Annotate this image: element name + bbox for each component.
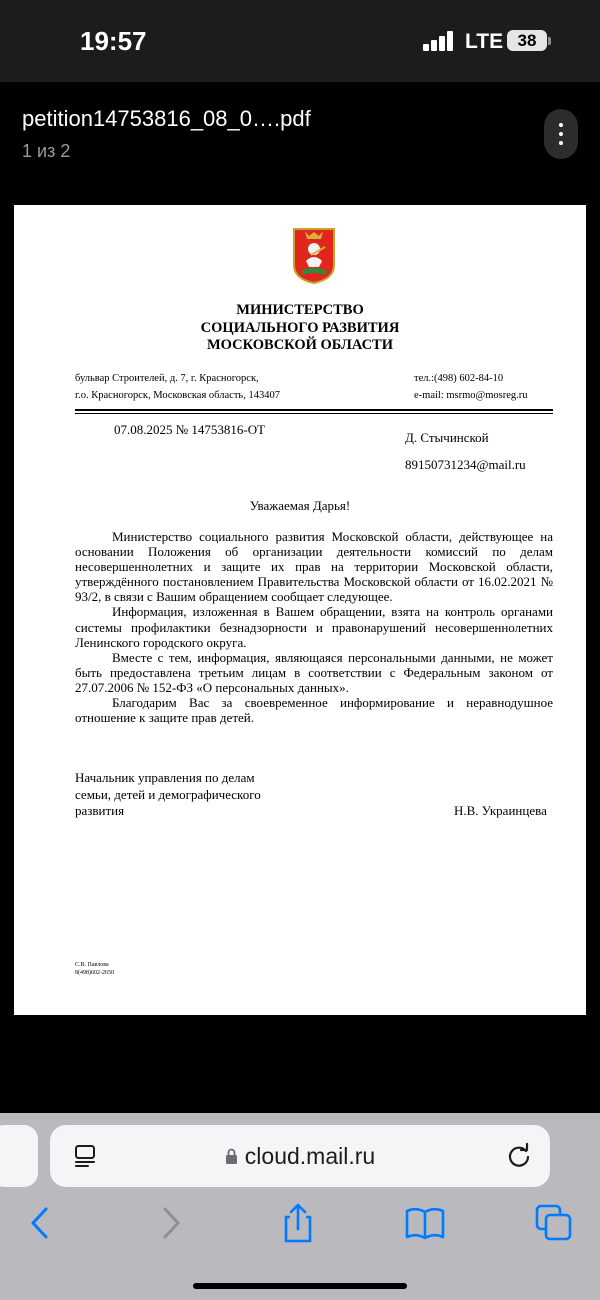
paragraph: Благодарим Вас за своевременное информирование и неравнодушное отношение к защите прав детей. xyxy=(75,695,553,726)
divider xyxy=(75,409,553,411)
signatory-position xyxy=(75,770,261,820)
paragraph: Информация, изложенная в Вашем обращении, взята на контроль органами системы профилактики безнадзорности и правонарушений несовершеннолетних Ленинского городского округа. xyxy=(75,604,553,650)
previous-tab-preview[interactable] xyxy=(0,1125,38,1187)
url-text: cloud.mail.ru xyxy=(244,1143,376,1169)
share-icon[interactable] xyxy=(276,1201,320,1245)
document-reference: 07.08.2025 № 14753816-ОТ xyxy=(114,422,266,437)
address-line: бульвар Строителей, д. 7, г. Красногорск, xyxy=(75,373,259,384)
battery-icon: 38 xyxy=(507,30,547,51)
email-text: e-mail: msrmo@mosreg.ru xyxy=(414,390,528,401)
forward-icon[interactable] xyxy=(148,1201,192,1245)
more-vertical-icon xyxy=(559,123,563,127)
file-title: petition14753816_08_0….pdf xyxy=(22,106,311,131)
divider xyxy=(75,413,553,414)
phone-text: тел.:(498) 602-84-10 xyxy=(414,373,504,384)
position-line: развития xyxy=(75,803,125,818)
ministry-line: МОСКОВСКОЙ ОБЛАСТИ xyxy=(206,337,393,353)
page-counter: 1 из 2 xyxy=(22,141,71,161)
paragraph: Вместе с тем, информация, являющаяся персональными данными, не может быть предоставлена третьим лицам в соответствии с Федеральным законом от 27.07.2006 № 152-ФЗ «О персональных данных». xyxy=(75,649,553,695)
recipient-name: Д. Стычинской xyxy=(405,430,489,445)
executor-name: С.В. Павлова xyxy=(75,962,109,968)
url-display[interactable] xyxy=(50,1125,550,1187)
browser-bar xyxy=(0,1113,600,1300)
letter-body xyxy=(75,529,553,725)
back-icon[interactable] xyxy=(18,1201,62,1245)
coat-of-arms-icon xyxy=(291,227,337,285)
tabs-icon[interactable] xyxy=(532,1201,576,1245)
reload-icon[interactable] xyxy=(505,1142,533,1170)
more-vertical-icon-dot xyxy=(559,141,563,145)
document-page xyxy=(14,205,586,1015)
status-time: 19:57 xyxy=(80,26,147,56)
bookmarks-icon[interactable] xyxy=(403,1201,447,1245)
more-vertical-icon-dot xyxy=(559,132,563,136)
home-indicator xyxy=(193,1283,407,1289)
network-type: LTE xyxy=(465,30,504,53)
ministry-line: СОЦИАЛЬНОГО РАЗВИТИЯ xyxy=(200,319,400,336)
ministry-address xyxy=(75,370,280,404)
executor-block xyxy=(75,961,114,977)
position-line: Начальник управления по делам xyxy=(75,770,255,785)
cellular-signal-icon xyxy=(423,31,455,51)
ministry-line: МИНИСТЕРСТВО xyxy=(236,302,364,318)
address-bar[interactable] xyxy=(50,1125,550,1187)
salutation: Уважаемая Дарья! xyxy=(249,498,351,513)
recipient-block xyxy=(405,424,526,478)
more-options-button[interactable] xyxy=(544,109,578,159)
signatory-name: Н.В. Украинцева xyxy=(454,803,547,818)
status-bar xyxy=(0,0,600,82)
ministry-header xyxy=(0,302,600,355)
recipient-email: 89150731234@mail.ru xyxy=(405,457,526,472)
executor-phone: 8(498)602-2650 xyxy=(75,970,114,976)
battery-tip xyxy=(548,37,551,45)
viewer-header xyxy=(0,82,600,188)
ministry-contacts xyxy=(414,370,527,404)
paragraph: Министерство социального развития Московской области, действующее на основании Положения об организации деятельности комиссий по делам несовершеннолетних и защите их прав на территории Московской области, утверждённого постановлением Правительства Московской области от 16.02.2021 № 93/2, в связи с Вашим обращением сообщает следующее. xyxy=(75,529,553,605)
browser-toolbar xyxy=(0,1201,600,1245)
position-line: семьи, детей и демографического xyxy=(75,786,261,802)
address-line: г.о. Красногорск, Московская область, 143407 xyxy=(75,390,280,401)
lock-icon xyxy=(225,1147,238,1165)
